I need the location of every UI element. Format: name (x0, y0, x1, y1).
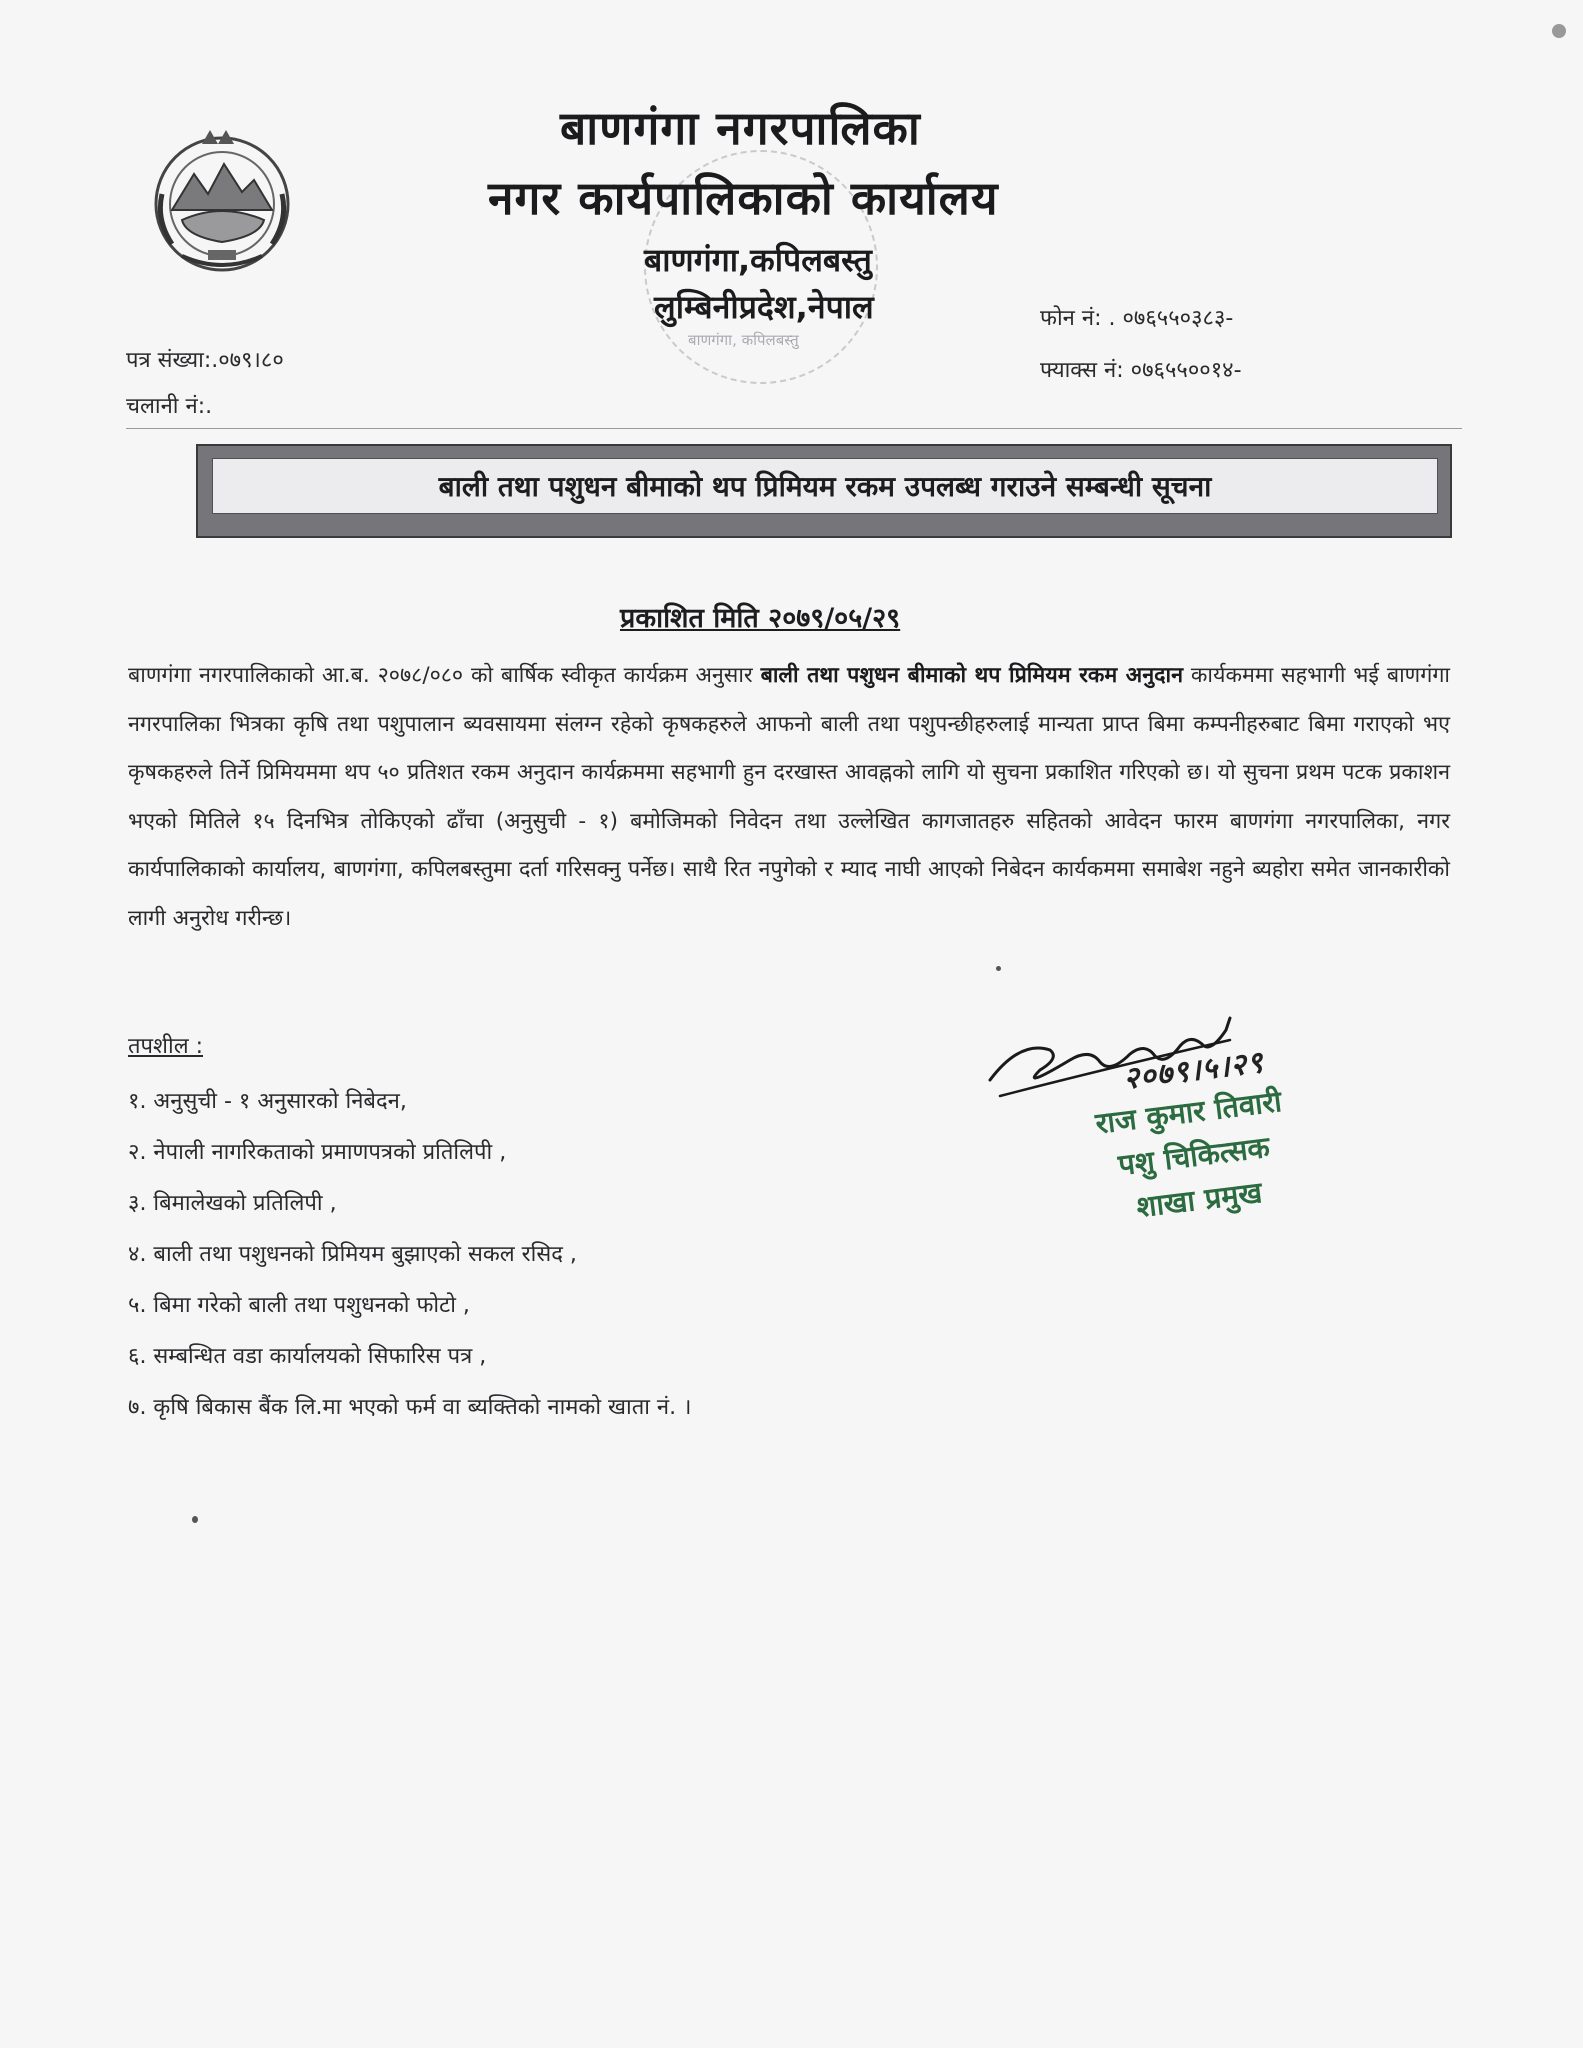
list-item: ७. कृषि बिकास बैंक लि.मा भएको फर्म वा ब्यक्तिको नामको खाता नं. । (128, 1395, 692, 1420)
notice-body-part-2: कार्यकममा सहभागी भई बाणगंगा नगरपालिका भित्रका कृषि तथा पशुपालान ब्यवसायमा संलग्न रहेको कृषकहरुले आफनो बाली तथा पशुपन्छीहरुलाई मान्यता प्राप्त बिमा कम्पनीहरुबाट बिमा गराएको भए कृषकहरुले तिर्ने प्रिमियममा थप ५० प्रतिशत रकम अनुदान कार्यक्रममा सहभागी हुन दरखास्त आवह्नको लागि यो सुचना प्रकाशित गरिएको छ। यो सुचना प्रथम पटक प्रकाशन भएको मितिले १५ दिनभित्र तोकिएको ढाँचा (अनुसुची - १) बमोजिमको निवेदन तथा उल्लेखित कागजातहरु सहितको आवेदन फारम बाणगंगा नगरपालिका, नगर कार्यपालिकाको कार्यालय, बाणगंगा, कपिलबस्तुमा दर्ता गरिसक्नु पर्नेछ। साथै रित नपुगेको र म्याद नाघी आएको निबेदन कार्यकममा समाबेश नहुने ब्यहोरा समेत जानकारीको लागी अनुरोध गरीन्छ। (128, 663, 1451, 931)
phone-number: फोन नं: . ०७६५५०३८३- (1040, 306, 1234, 331)
notice-body-bold: बाली तथा पशुधन बीमाको थप प्रिमियम रकम अनुदान (760, 663, 1184, 688)
address-line-2: लुम्बिनीप्रदेश,नेपाल (654, 288, 874, 326)
scan-speck (996, 966, 1001, 971)
attachments-list (128, 1082, 691, 1439)
dispatch-number: चलानी नं:. (126, 394, 213, 419)
list-item: ४. बाली तथा पशुधनको प्रिमियम बुझाएको सकल रसिद , (128, 1242, 577, 1267)
fax-number: फ्याक्स नं: ०७६५५००१४- (1040, 358, 1242, 383)
notice-banner (196, 444, 1452, 538)
signature-block (1032, 1031, 1351, 1239)
office-name: नगर कार्यपालिकाको कार्यालय (488, 171, 999, 225)
notice-banner-title: बाली तथा पशुधन बीमाको थप प्रिमियम रकम उपलब्ध गराउने सम्बन्धी सूचना (212, 458, 1438, 514)
address-line-1: बाणगंगा,कपिलबस्तु (644, 241, 872, 279)
signatory-department: शाखा प्रमुख (1134, 1175, 1264, 1225)
list-item: ३. बिमालेखको प्रतिलिपी , (128, 1191, 337, 1216)
list-item: २. नेपाली नागरिकताको प्रमाणपत्रको प्रतिलिपी , (128, 1140, 507, 1165)
attachments-heading: तपशील : (128, 1034, 204, 1059)
list-item: ५. बिमा गरेको बाली तथा पशुधनको फोटो , (128, 1293, 470, 1318)
signatory-designation: पशु चिकित्सक (1116, 1129, 1272, 1183)
list-item: १. अनुसुची - १ अनुसारको निबेदन, (128, 1089, 407, 1114)
signatory-name: राज कुमार तिवारी (1093, 1083, 1284, 1141)
header-divider (126, 428, 1462, 429)
letter-number: पत्र संख्या:.०७९।८० (126, 348, 284, 373)
government-emblem-icon (142, 124, 302, 284)
notice-body-part-1: बाणगंगा नगरपालिकाको आ.ब. २०७८/०८० को बार्षिक स्वीकृत कार्यक्रम अनुसार (128, 663, 761, 688)
scan-speck (192, 1516, 198, 1523)
notice-body (128, 652, 1450, 943)
office-stamp-text: बाणगंगा, कपिलबस्तु (688, 331, 799, 349)
municipality-name: बाणगंगा नगरपालिका (560, 101, 921, 155)
scan-speck (1552, 24, 1566, 38)
published-date: प्रकाशित मिति २०७९/०५/२९ (620, 603, 901, 634)
list-item: ६. सम्बन्धित वडा कार्यालयको सिफारिस पत्र , (128, 1344, 487, 1369)
signature-date: २०७९।५।२९ (1121, 1044, 1266, 1097)
